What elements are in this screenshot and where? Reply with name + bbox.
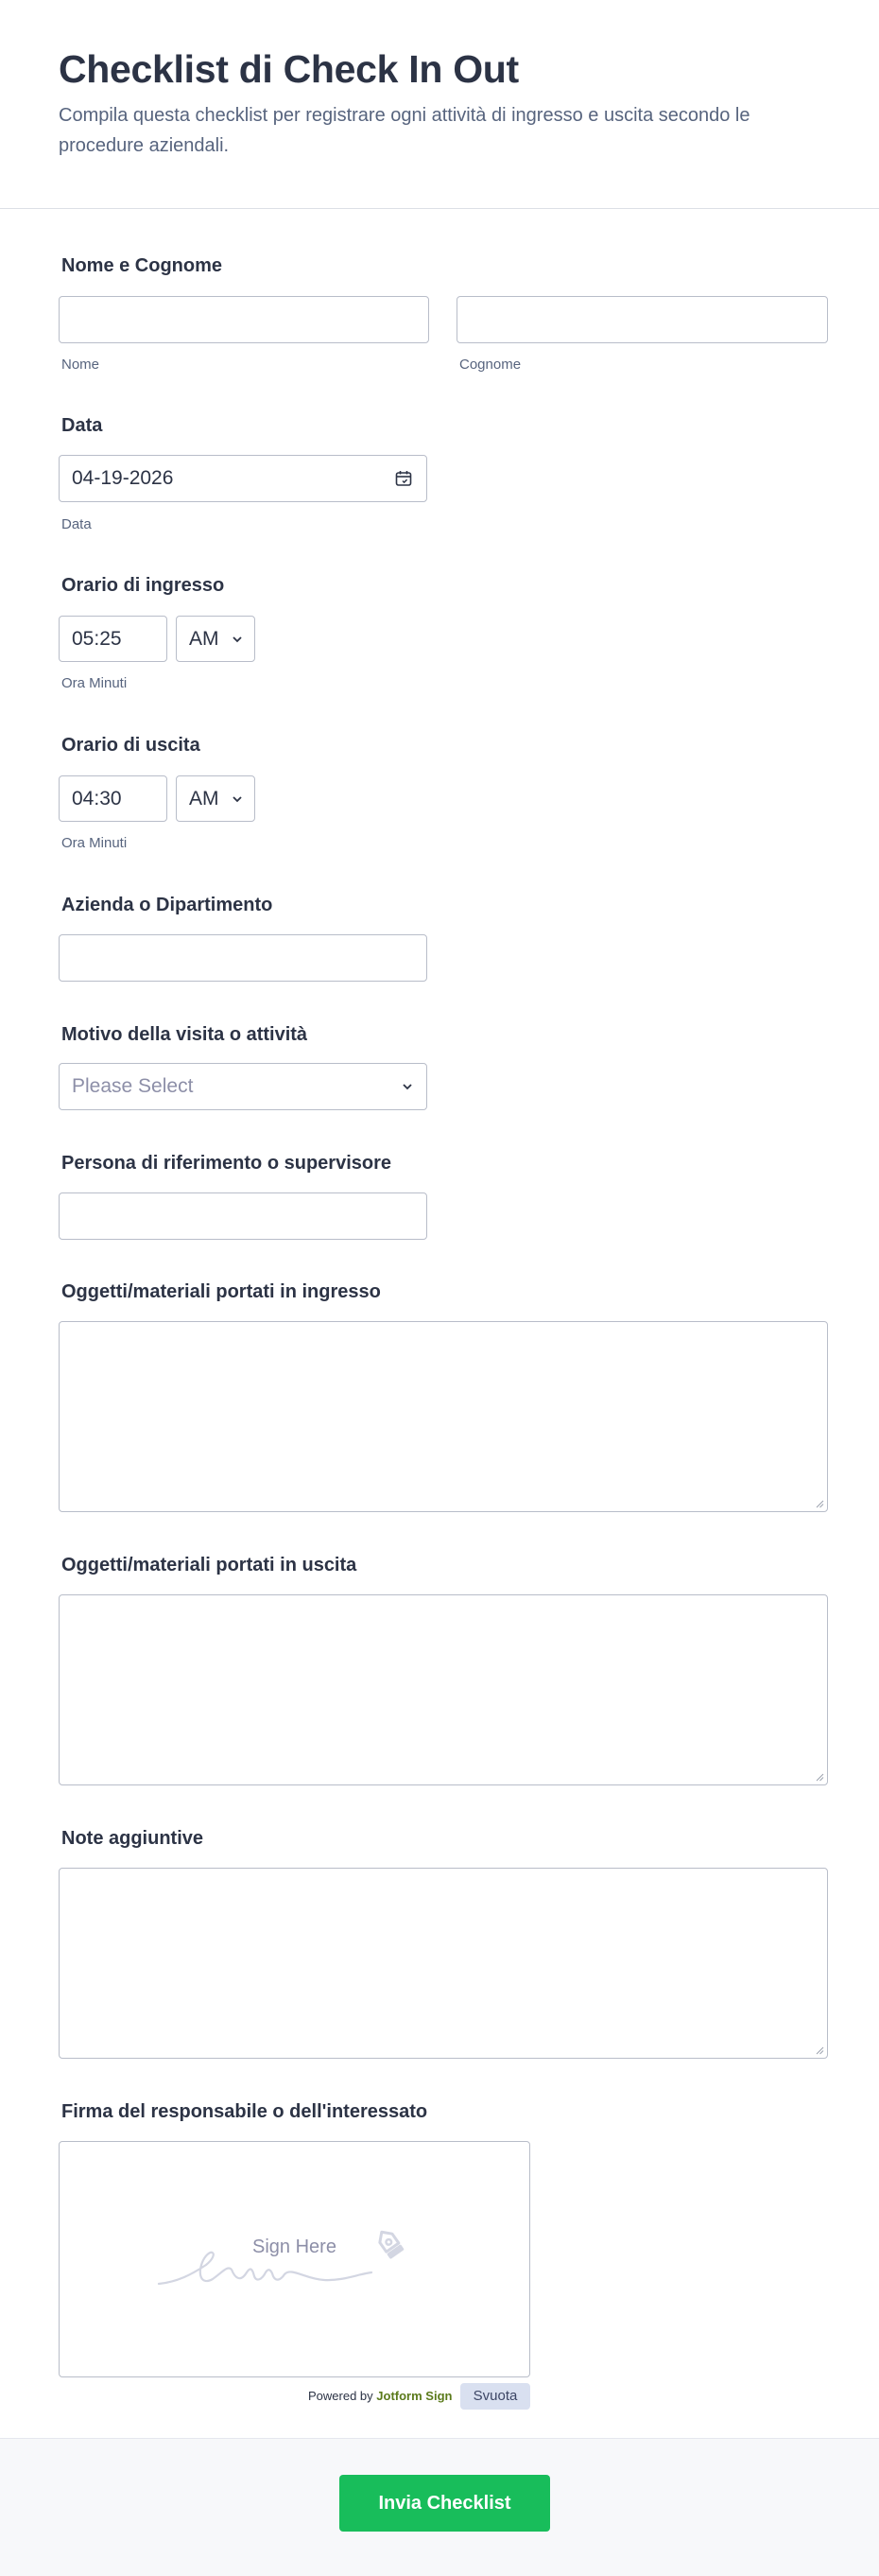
checkin-label: Orario di ingresso: [61, 575, 225, 596]
form-subtitle: Compila questa checklist per registrare ogni attività di ingresso e uscita secondo le procedure aziendali.: [59, 105, 750, 156]
chevron-down-icon: [398, 1077, 417, 1096]
checkout-sublabel: Ora Minuti: [61, 835, 128, 851]
items-in-textarea[interactable]: [59, 1321, 828, 1512]
items-out-label: Oggetti/materiali portati in uscita: [61, 1555, 357, 1575]
chevron-down-icon: [228, 790, 247, 809]
checkout-label: Orario di uscita: [61, 735, 200, 756]
last-name-sublabel: Cognome: [459, 357, 522, 373]
calendar-icon[interactable]: [394, 469, 413, 488]
reason-placeholder: Please Select: [72, 1075, 194, 1097]
supervisor-label: Persona di riferimento o supervisore: [61, 1153, 391, 1174]
date-input[interactable]: [59, 455, 427, 502]
form-header: [0, 0, 879, 209]
resize-handle-icon[interactable]: [815, 2045, 824, 2055]
powered-by: Powered by Jotform Sign: [308, 2389, 453, 2403]
company-label: Azienda o Dipartimento: [61, 895, 273, 915]
checkout-time-input[interactable]: 04:30: [59, 775, 167, 822]
signature-pad[interactable]: [59, 2141, 530, 2377]
resize-handle-icon[interactable]: [815, 1499, 824, 1508]
reason-label: Motivo della visita o attività: [61, 1024, 308, 1045]
form-title: Checklist di Check In Out: [59, 47, 519, 91]
checkout-ampm-select[interactable]: AM: [176, 775, 255, 822]
notes-textarea[interactable]: [59, 1868, 828, 2059]
signature-placeholder-icon: [154, 2227, 438, 2293]
clear-signature-button[interactable]: Svuota: [460, 2383, 530, 2410]
checkin-ampm-select[interactable]: AM: [176, 616, 255, 662]
company-input[interactable]: [59, 934, 427, 982]
jotform-sign-brand: Jotform Sign: [376, 2389, 453, 2403]
checkin-time-input[interactable]: 05:25: [59, 616, 167, 662]
supervisor-input[interactable]: [59, 1192, 427, 1240]
items-out-textarea[interactable]: [59, 1594, 828, 1785]
last-name-input[interactable]: [457, 296, 828, 343]
date-value: 04-19-2026: [72, 467, 174, 489]
name-label: Nome e Cognome: [61, 255, 223, 276]
checkin-sublabel: Ora Minuti: [61, 675, 128, 691]
first-name-input[interactable]: [59, 296, 429, 343]
reason-select[interactable]: [59, 1063, 427, 1110]
form-footer: [0, 2438, 879, 2576]
first-name-sublabel: Nome: [61, 357, 100, 373]
items-in-label: Oggetti/materiali portati in ingresso: [61, 1281, 381, 1302]
resize-handle-icon[interactable]: [815, 1772, 824, 1782]
date-label: Data: [61, 415, 103, 436]
chevron-down-icon: [228, 630, 247, 649]
submit-button[interactable]: Invia Checklist: [339, 2475, 550, 2532]
date-sublabel: Data: [61, 516, 92, 532]
notes-label: Note aggiuntive: [61, 1828, 204, 1849]
sign-here-text: Sign Here: [252, 2237, 336, 2257]
signature-label: Firma del responsabile o dell'interessato: [61, 2101, 428, 2122]
